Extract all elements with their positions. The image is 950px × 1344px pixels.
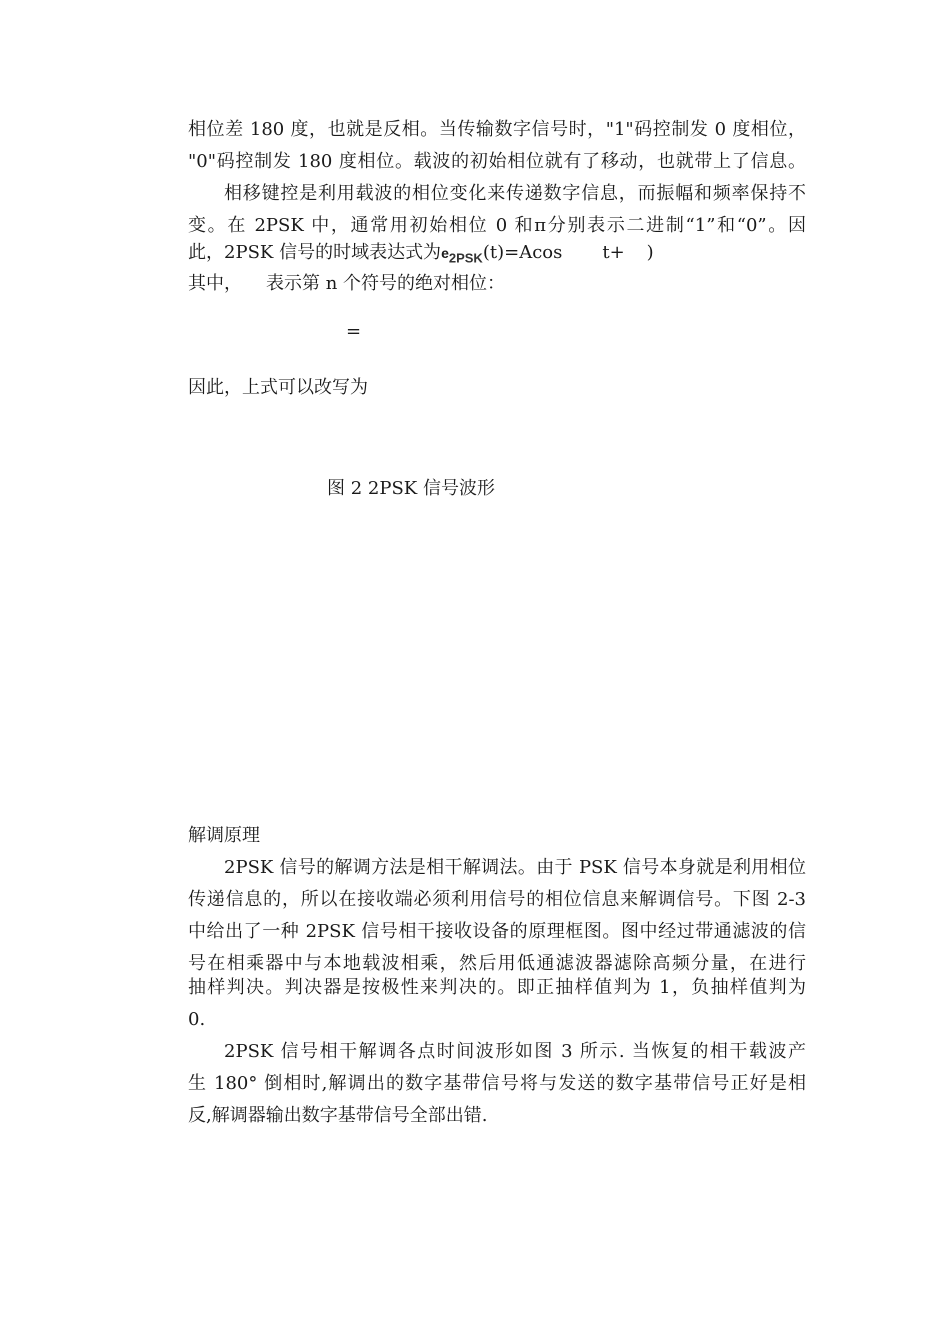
time-domain-expression-line [188,241,654,271]
rewrite-line: 因此，上式可以改写为 [188,377,368,398]
section-p1-line4: 号在相乘器中与本地载波相乘，然后用低通滤波器滤除高频分量，在进行 [188,953,806,974]
formula-close: ) [646,242,654,263]
section-p1-line5: 抽样判决。判决器是按极性来判决的。即正抽样值判为 1，负抽样值判为 [188,977,806,998]
formula-e: e [441,245,449,261]
section-p1-line1: 2PSK 信号的解调方法是相干解调法。由于 PSK 信号本身就是利用相位 [224,857,806,878]
para1-line2: "0"码控制发 180 度相位。载波的初始相位就有了移动，也就带上了信息。 [188,151,806,172]
formula-subscript: 2PSK [448,250,483,266]
para2-line1: 相移键控是利用载波的相位变化来传递数字信息，而振幅和频率保持不 [224,183,806,204]
section-p1-line6: 0. [188,1009,206,1030]
section-p1-line2: 传递信息的，所以在接收端必须利用信号的相位信息来解调信号。下图 2-3 [188,889,806,910]
para2-line2: 变。在 2PSK 中，通常用初始相位 0 和π分别表示二进制“1”和“0”。因 [188,215,806,236]
section-p2-line3: 反,解调器输出数字基带信号全部出错. [188,1105,488,1126]
formula-body: (t)=Acos [482,242,563,263]
section-title: 解调原理 [188,825,260,846]
where-prefix: 其中， [188,273,242,294]
section-p2-line2: 生 180° 倒相时,解调出的数字基带信号将与发送的数字基带信号正好是相 [188,1073,806,1094]
where-suffix: 表示第 n 个符号的绝对相位： [266,273,506,294]
section-p1-line3: 中给出了一种 2PSK 信号相干接收设备的原理框图。图中经过带通滤波的信 [188,921,806,942]
para1-line1: 相位差 180 度，也就是反相。当传输数字信号时，"1"码控制发 0 度相位， [188,119,806,140]
figure-2-caption: 图 2 2PSK 信号波形 [327,478,495,499]
para2-line3-prefix: 此，2PSK 信号的时域表达式为 [188,242,442,263]
formula-tail: t+ [602,242,625,263]
phase-equation: = [346,321,362,342]
section-p2-line1: 2PSK 信号相干解调各点时间波形如图 3 所示. 当恢复的相干载波产 [224,1041,806,1062]
where-line [188,272,505,296]
